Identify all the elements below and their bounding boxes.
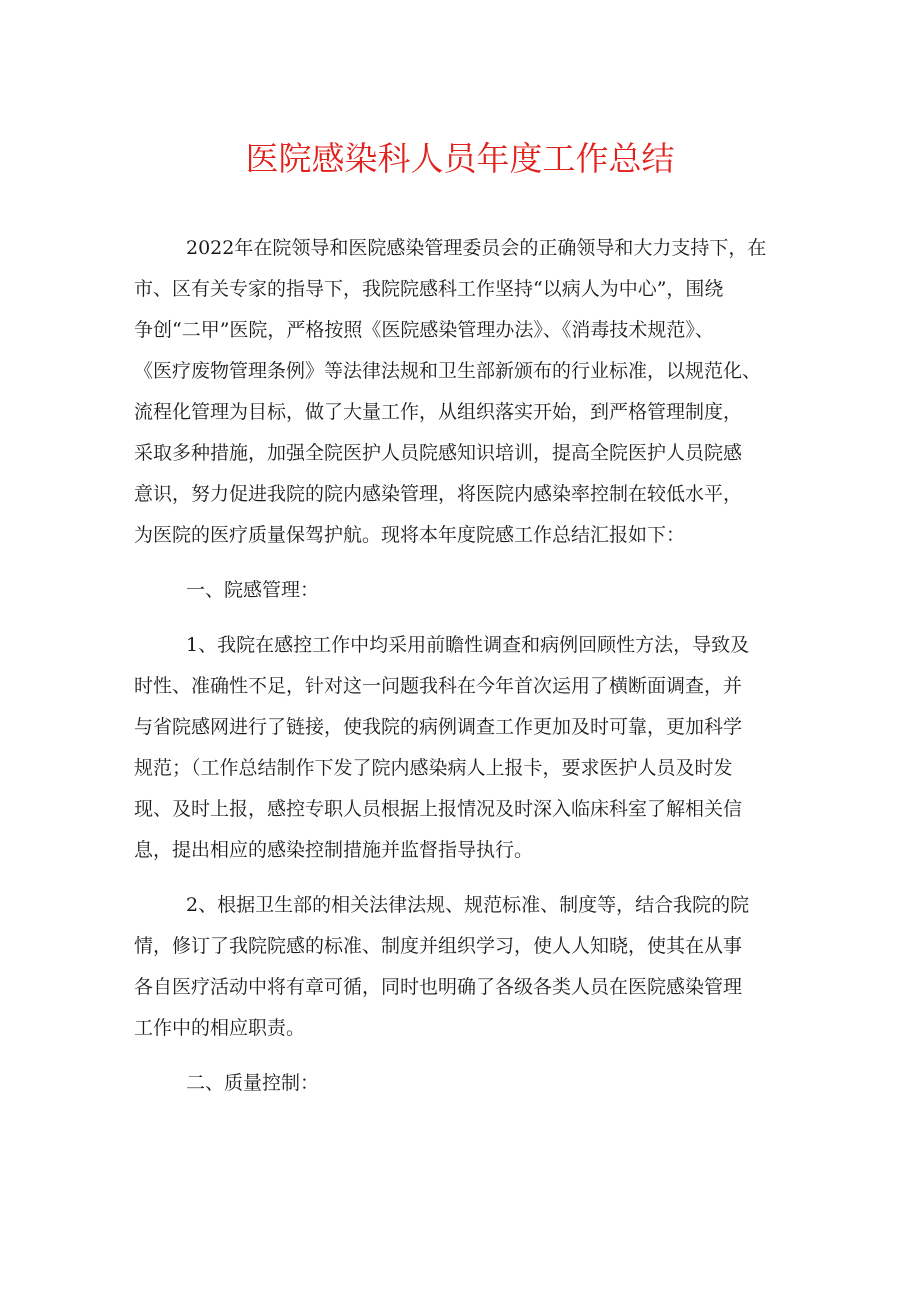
section-heading: 二、质量控制： bbox=[186, 1072, 320, 1094]
text-line: 采取多种措施，加强全院医护人员院感知识培训，提高全院医护人员院感 bbox=[134, 442, 743, 464]
text-line: 流程化管理为目标，做了大量工作，从组织落实开始，到严格管理制度， bbox=[134, 401, 743, 423]
text-line: 工作中的相应职责。 bbox=[134, 1017, 306, 1039]
text-line: 《医疗废物管理条例》等法律法规和卫生部新颁布的行业标准，以规范化、 bbox=[134, 360, 762, 382]
section-heading-1 bbox=[134, 570, 802, 611]
section-heading-2 bbox=[134, 1063, 802, 1104]
paragraph-item-2 bbox=[134, 885, 802, 1049]
text-line: 为医院的医疗质量保驾护航。现将本年度院感工作总结汇报如下： bbox=[134, 524, 686, 546]
text-line: 情，修订了我院院感的标准、制度并组织学习，使人人知晓，使其在从事 bbox=[134, 935, 743, 957]
text-line: 各自医疗活动中将有章可循，同时也明确了各级各类人员在医院感染管理 bbox=[134, 976, 743, 998]
text-line: 时性、准确性不足，针对这一问题我科在今年首次运用了横断面调查，并 bbox=[134, 675, 743, 697]
text-line: 1、我院在感控工作中均采用前瞻性调查和病例回顾性方法，导致及 bbox=[186, 634, 750, 656]
text-line: 现、及时上报，感控专职人员根据上报情况及时深入临床科室了解相关信 bbox=[134, 798, 743, 820]
section-heading: 一、院感管理： bbox=[186, 579, 320, 601]
text-line: 2、根据卫生部的相关法律法规、规范标准、制度等，结合我院的院 bbox=[186, 894, 750, 916]
paragraph-item-1 bbox=[134, 625, 802, 871]
text-line: 争创“二甲”医院，严格按照《医院感染管理办法》、《消毒技术规范》、 bbox=[134, 319, 714, 341]
text-line: 息，提出相应的感染控制措施并监督指导执行。 bbox=[134, 839, 534, 861]
text-line: 意识，努力促进我院的院内感染管理，将医院内感染率控制在较低水平， bbox=[134, 483, 743, 505]
text-line: 2022年在院领导和医院感染管理委员会的正确领导和大力支持下，在 bbox=[186, 237, 767, 259]
text-line: 规范；（工作总结制作下发了院内感染病人上报卡，要求医护人员及时发 bbox=[134, 757, 733, 779]
document-title: 医院感染科人员年度工作总结 bbox=[245, 139, 675, 178]
paragraph-intro bbox=[134, 228, 802, 556]
text-line: 与省院感网进行了链接，使我院的病例调查工作更加及时可靠，更加科学 bbox=[134, 716, 743, 738]
document-body bbox=[134, 228, 802, 1104]
text-line: 市、区有关专家的指导下，我院院感科工作坚持“以病人为中心”，围绕 bbox=[134, 278, 724, 300]
